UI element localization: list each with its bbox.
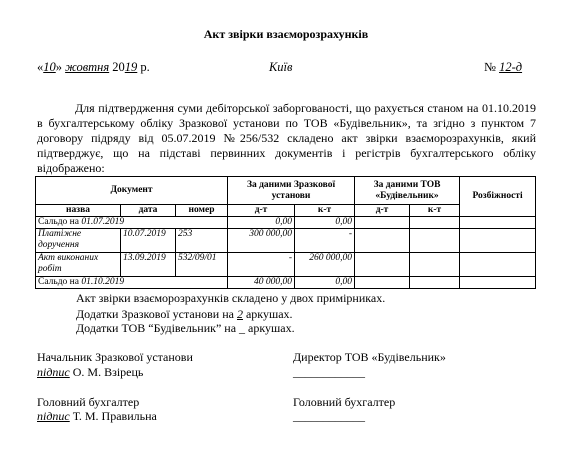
note-org-prefix: Додатки Зразкової установи на	[76, 307, 237, 321]
closing-label-text: Сальдо на	[38, 277, 82, 287]
empty-cell	[355, 253, 410, 277]
director-sign-line: ____________	[293, 365, 365, 379]
header-diff: Розбіжності	[460, 177, 536, 217]
head-org-name: О. М. Взірець	[69, 365, 144, 379]
head-org-title: Начальник Зразкової установи	[37, 350, 193, 364]
row-number: 253	[176, 229, 228, 253]
empty-cell	[460, 217, 536, 229]
chief-accountant-org-signature	[37, 409, 157, 424]
header-partner: За даними ТОВ «Будівельник»	[355, 177, 460, 205]
date-month: жовтня	[65, 60, 110, 74]
note-partner-attachments: Додатки ТОВ “Будівельник” на _ аркушах.	[76, 321, 295, 335]
document-date	[37, 60, 150, 75]
note-org-count: 2	[236, 307, 243, 321]
note-org-attachments	[76, 307, 293, 322]
chief-accountant-partner-title: Головний бухгалтер	[293, 395, 396, 409]
empty-cell	[460, 229, 536, 253]
empty-cell	[355, 277, 410, 289]
head-org-signature	[37, 365, 143, 380]
table-row	[36, 229, 536, 253]
date-close-quote: »	[55, 60, 62, 74]
row-name: Акт виконаних робіт	[36, 253, 121, 277]
row-credit: 260 000,00	[295, 253, 355, 277]
document-number	[484, 60, 522, 75]
chief-accountant-org-sign-label: підпис	[37, 409, 70, 423]
opening-credit: 0,00	[295, 217, 355, 229]
subheader-date: дата	[121, 205, 176, 217]
empty-cell	[355, 229, 410, 253]
empty-cell	[410, 229, 460, 253]
closing-credit: 0,00	[295, 277, 355, 289]
empty-cell	[410, 253, 460, 277]
table-header-row	[36, 177, 536, 205]
closing-date: 01.10.2019	[81, 277, 125, 287]
date-year-unit: р.	[140, 60, 150, 74]
table-row	[36, 253, 536, 277]
header-org: За даними Зразкової установи	[228, 177, 355, 205]
subheader-credit-partner: к-т	[410, 205, 460, 217]
subheader-number: номер	[176, 205, 228, 217]
opening-date: 01.07.2019	[81, 217, 125, 227]
subheader-debit-partner: д-т	[355, 205, 410, 217]
reconciliation-table	[35, 176, 536, 289]
row-number: 532/09/01	[176, 253, 228, 277]
number-label: №	[484, 60, 496, 74]
empty-cell	[410, 217, 460, 229]
opening-label-text: Сальдо на	[38, 217, 82, 227]
subheader-debit: д-т	[228, 205, 295, 217]
empty-cell	[460, 277, 536, 289]
header-document: Документ	[36, 177, 228, 205]
row-date: 13.09.2019	[121, 253, 176, 277]
intro-paragraph	[37, 101, 536, 176]
note-org-suffix: аркушах.	[242, 307, 293, 321]
date-year-prefix: 20	[112, 60, 125, 74]
director-title: Директор ТОВ «Будівельник»	[293, 350, 446, 364]
subheader-name: назва	[36, 205, 121, 217]
table-row-closing	[36, 277, 536, 289]
document-city: Київ	[269, 60, 293, 74]
subheader-credit: к-т	[295, 205, 355, 217]
row-debit: -	[228, 253, 295, 277]
row-debit: 300 000,00	[228, 229, 295, 253]
row-credit: -	[295, 229, 355, 253]
empty-cell	[410, 277, 460, 289]
opening-balance-label	[36, 217, 228, 229]
head-org-sign-label: підпис	[37, 365, 70, 379]
closing-balance-label	[36, 277, 228, 289]
chief-accountant-org-title: Головний бухгалтер	[37, 395, 140, 409]
table-row-opening	[36, 217, 536, 229]
document-title: Акт звірки взаєморозрахунків	[203, 27, 369, 41]
number-value: 12-д	[499, 60, 523, 74]
date-day: 10	[43, 60, 56, 74]
note-copies: Акт звірки взаєморозрахунків складено у двох примірниках.	[76, 291, 386, 305]
date-year-suffix: 19	[124, 60, 138, 74]
chief-accountant-partner-sign-line: ____________	[293, 409, 365, 423]
chief-accountant-org-name: Т. М. Правильна	[69, 409, 157, 423]
row-date: 10.07.2019	[121, 229, 176, 253]
date-open-quote: «	[37, 60, 44, 74]
empty-cell	[460, 253, 536, 277]
row-name: Платіжне доручення	[36, 229, 121, 253]
intro-paragraph-text: Для підтвердження суми дебіторської заборгованості, що рахується станом на 01.10.2019 в бухгалтерському обліку Зразкової установи по ТОВ «Будівельник», та згідно з пунктом 7 договору підряду від 05.07.2019 №256/532 складено акт звірки взаєморозрахунків, який підтверджує, що на підставі первинних документів і регістрів бухгалтерського обліку відображено:	[37, 101, 536, 175]
empty-cell	[355, 217, 410, 229]
opening-debit: 0,00	[228, 217, 295, 229]
closing-debit: 40 000,00	[228, 277, 295, 289]
